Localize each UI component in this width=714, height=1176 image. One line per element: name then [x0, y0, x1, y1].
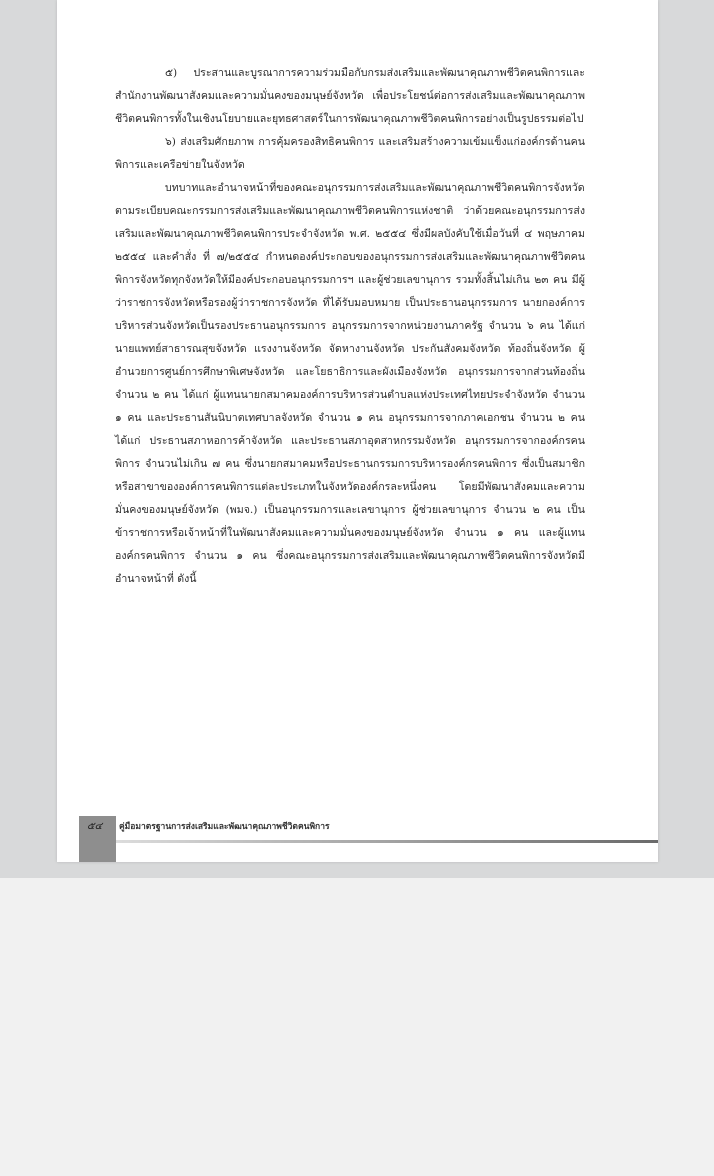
footer-rule: [116, 840, 658, 843]
running-footer-title: คู่มือมาตรฐานการส่งเสริมและพัฒนาคุณภาพชีวิตคนพิการ: [119, 822, 330, 832]
page-body: [115, 62, 585, 591]
paragraph-roles-and-duties: บทบาทและอำนาจหน้าที่ของคณะอนุกรรมการส่งเสริมและพัฒนาคุณภาพชีวิตคนพิการจังหวัด ตามระเบียบคณะกรรมการส่งเสริมและพัฒนาคุณภาพชีวิตคนพิการแห่งชาติ ว่าด้วยคณะอนุกรรมการส่งเสริมและพัฒนาคุณภาพชีวิตคนพิการประจำจังหวัด พ.ศ. ๒๕๕๔ ซึ่งมีผลบังคับใช้เมื่อวันที่ ๔ พฤษภาคม ๒๕๕๔ และคำสั่ง ที่ ๗/๒๕๕๔ กำหนดองค์ประกอบของอนุกรรมการส่งเสริมและพัฒนาคุณภาพชีวิตคนพิการจังหวัดทุกจังหวัดให้มีองค์ประกอบอนุกรรมการฯ และผู้ช่วยเลขานุการ รวมทั้งสิ้นไม่เกิน ๒๓ คน มีผู้ว่าราชการจังหวัดหรือรองผู้ว่าราชการจังหวัด ที่ได้รับมอบหมาย เป็นประธานอนุกรรมการ นายกองค์การบริหารส่วนจังหวัดเป็นรองประธานอนุกรรมการ อนุกรรมการจากหน่วยงานภาครัฐ จำนวน ๖ คน ได้แก่ นายแพทย์สาธารณสุขจังหวัด แรงงานจังหวัด จัดหางานจังหวัด ประกันสังคมจังหวัด ท้องถิ่นจังหวัด ผู้อำนวยการศูนย์การศึกษาพิเศษจังหวัด และโยธาธิการและผังเมืองจังหวัด อนุกรรมการจากส่วนท้องถิ่น จำนวน ๒ คน ได้แก่ ผู้แทนนายกสมาคมองค์การบริหารส่วนตำบลแห่งประเทศไทยประจำจังหวัด จำนวน ๑ คน และประธานสันนิบาตเทศบาลจังหวัด จำนวน ๑ คน อนุกรรมการจากภาคเอกชน จำนวน ๒ คน ได้แก่ ประธานสภาหอการค้าจังหวัด และประธานสภาอุตสาหกรรมจังหวัด อนุกรรมการจากองค์กรคนพิการ จำนวนไม่เกิน ๗ คน ซึ่งนายกสมาคมหรือประธานกรรมการบริหารองค์กรคนพิการ ซึ่งเป็นสมาชิกหรือสาขาขององค์การคนพิการแต่ละประเภทในจังหวัดองค์กรละหนึ่งคน โดยมีพัฒนาสังคมและความมั่นคงของมนุษย์จังหวัด (พมจ.) เป็นอนุกรรมการและเลขานุการ ผู้ช่วยเลขานุการ จำนวน ๒ คน เป็นข้าราชการหรือเจ้าหน้าที่ในพัฒนาสังคมและความมั่นคงของมนุษย์จังหวัด จำนวน ๑ คน และผู้แทนองค์กรคนพิการ จำนวน ๑ คน ซึ่งคณะอนุกรรมการส่งเสริมและพัฒนาคุณภาพชีวิตคนพิการจังหวัดมีอำนาจหน้าที่ ดังนี้: [115, 182, 585, 585]
document-page: [57, 0, 658, 862]
page-number: ๕๔: [87, 821, 103, 832]
paragraph-item-5: ๕) ประสานและบูรณาการความร่วมมือกับกรมส่งเสริมและพัฒนาคุณภาพชีวิตคนพิการและสำนักงานพัฒนาสังคมและความมั่นคงของมนุษย์จังหวัด เพื่อประโยชน์ต่อการส่งเสริมและพัฒนาคุณภาพชีวิตคนพิการทั้งในเชิงนโยบายและยุทธศาสตร์ในการพัฒนาคุณภาพชีวิตคนพิการอย่างเป็นรูปธรรมต่อไป: [115, 67, 585, 125]
paragraph-item-6: ๖) ส่งเสริมศักยภาพ การคุ้มครองสิทธิคนพิการ และเสริมสร้างความเข้มแข็งแก่องค์กรด้านคนพิการและเครือข่ายในจังหวัด: [115, 136, 585, 171]
